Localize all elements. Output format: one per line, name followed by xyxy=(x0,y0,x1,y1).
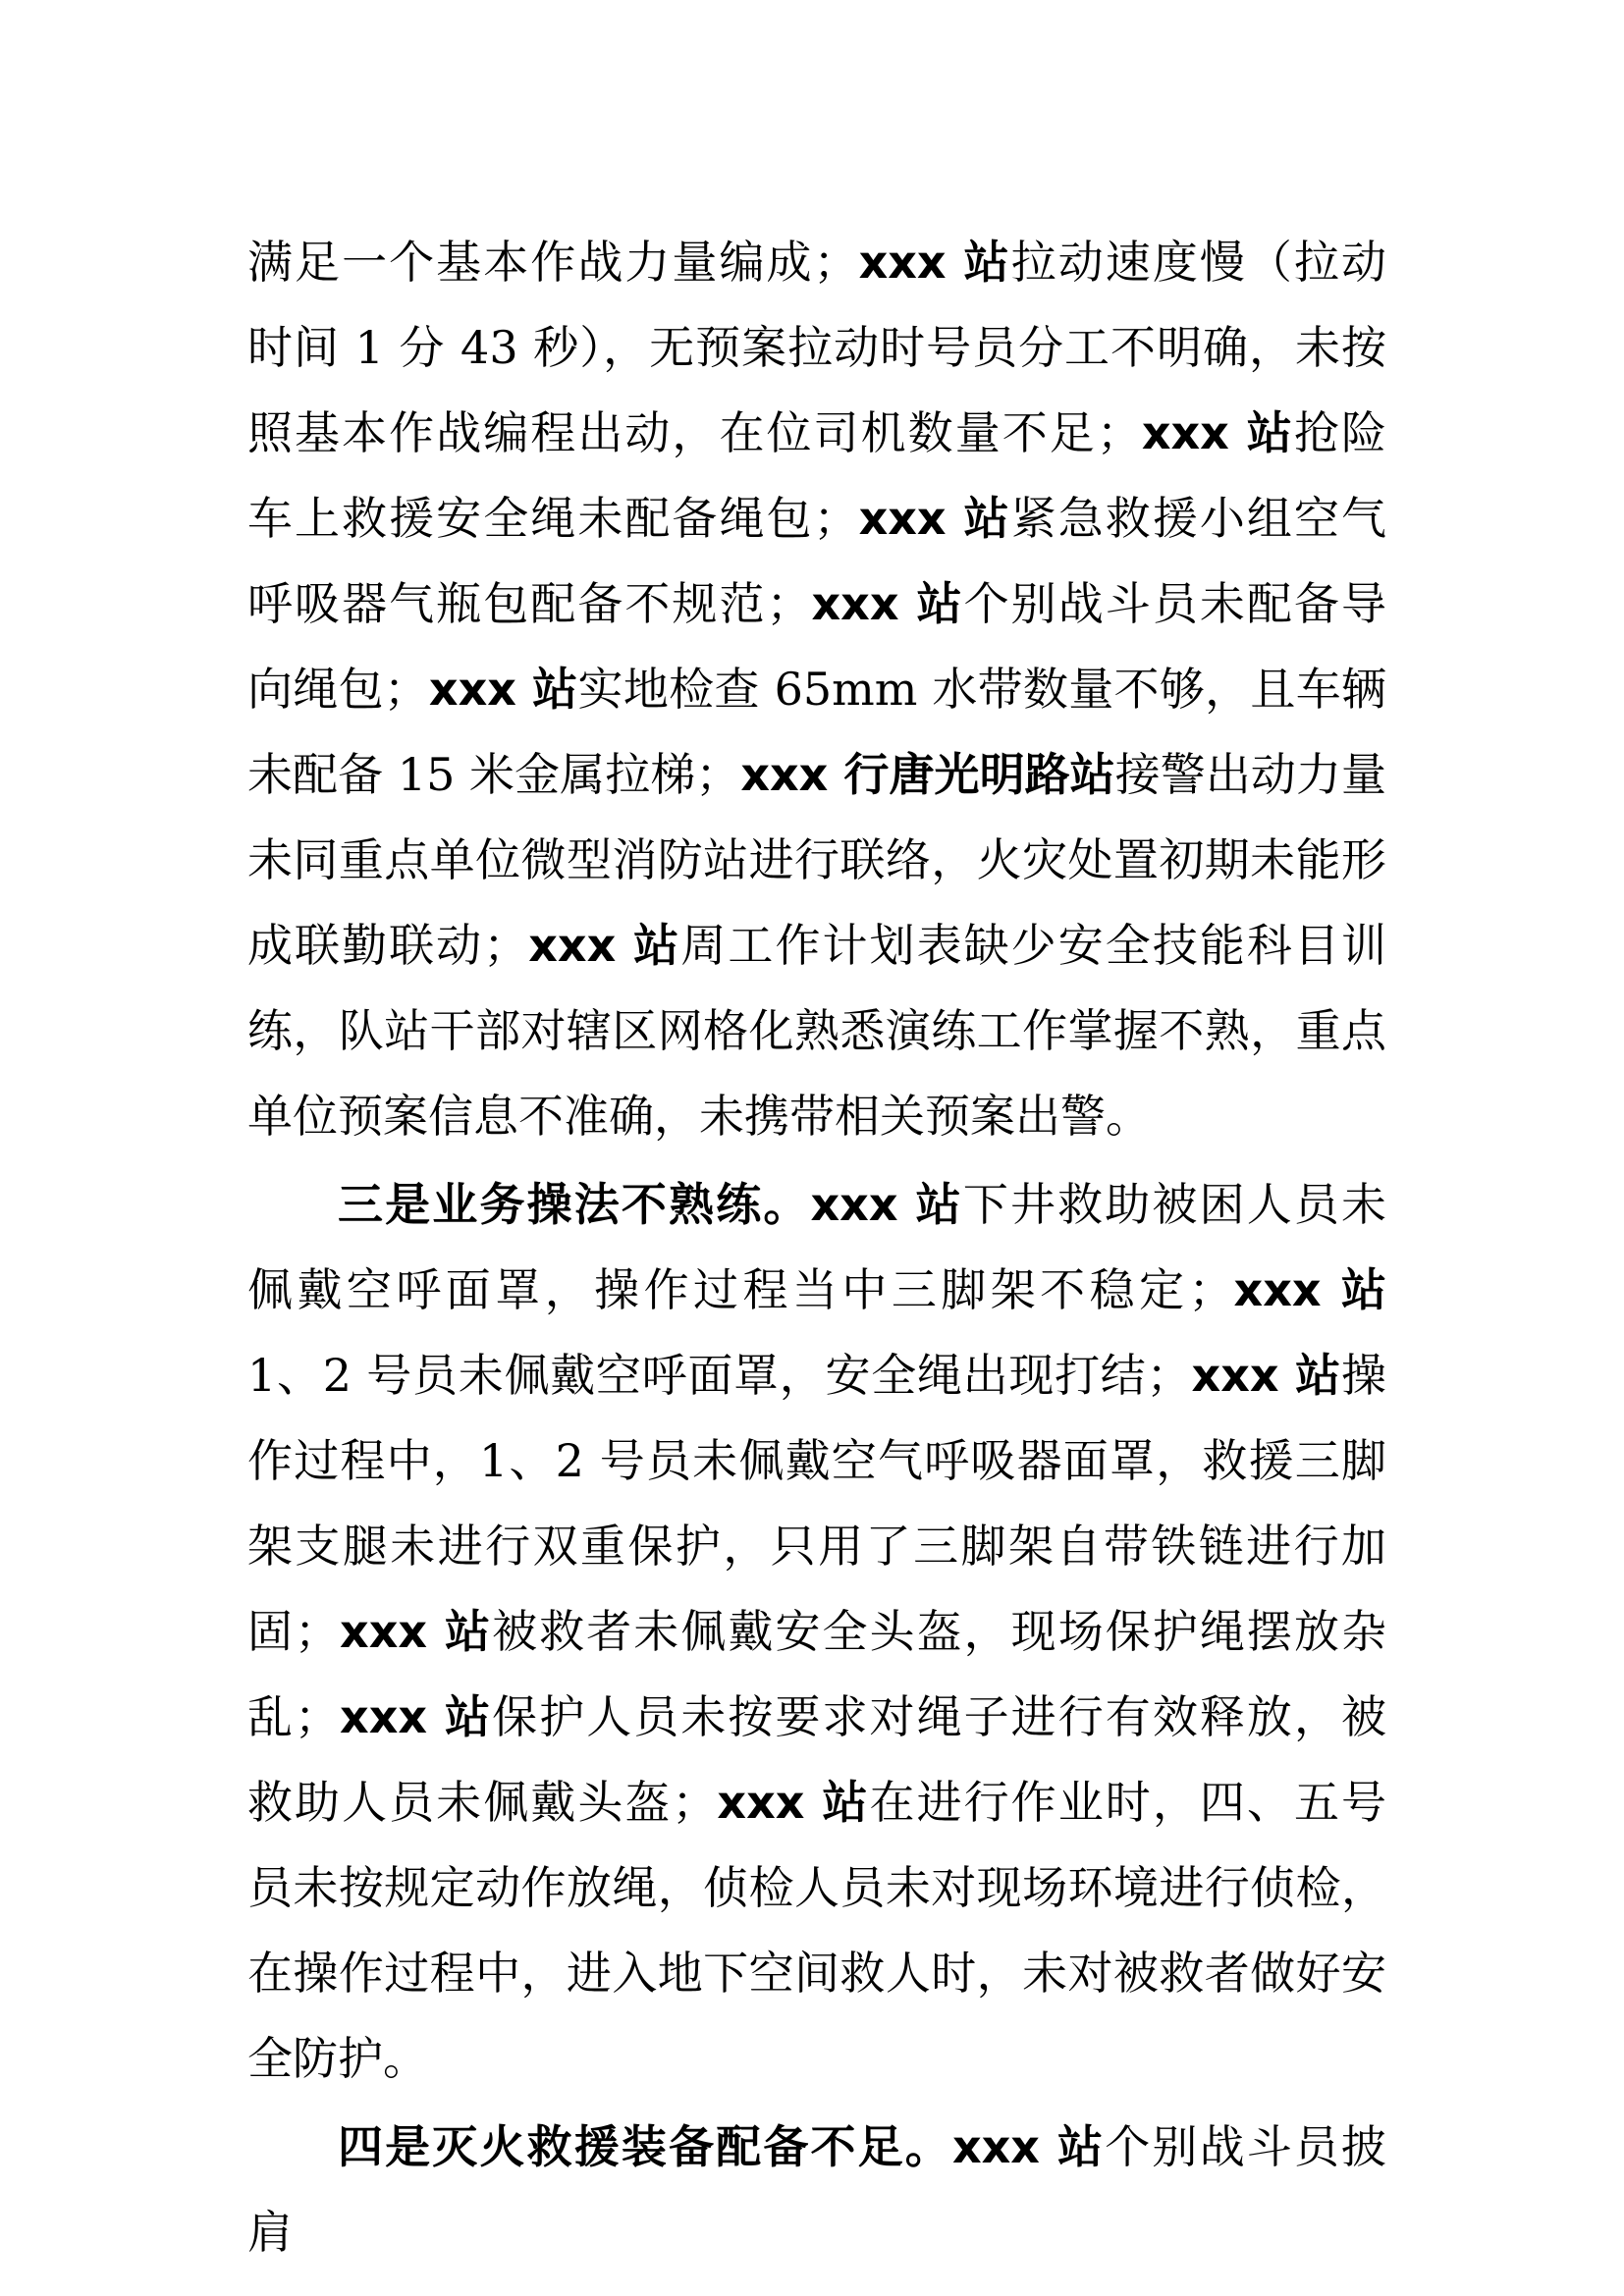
station-name: xxx 站 xyxy=(1141,406,1294,459)
text-run: 保护人员未按要求对绳子进行有效释放，被救助人员未佩戴头盔； xyxy=(247,1690,1387,1829)
station-name: xxx 站 xyxy=(951,2120,1106,2173)
station-name: xxx 站 xyxy=(1233,1263,1387,1316)
document-page xyxy=(247,220,1386,2275)
text-run: 个别战斗员未配备导向绳包； xyxy=(247,577,1387,716)
station-name: xxx 站 xyxy=(1191,1349,1341,1402)
text-run: 操作过程中，1、2 号员未佩戴空气呼吸器面罩，救援三脚架支腿未进行双重保护，只用了三脚架自带铁链进行加固； xyxy=(247,1349,1386,1658)
text-run: 实地检查 65mm 水带数量不够，且车辆未配备 15 米金属拉梯； xyxy=(247,663,1387,801)
station-name: xxx 站 xyxy=(810,1178,963,1231)
text-run: 个别战斗员披肩 xyxy=(247,2120,1387,2259)
text-run: 抢险车上救援安全绳未配备绳包； xyxy=(247,406,1387,545)
paragraph-operation-skills xyxy=(247,1162,1386,2102)
station-name: xxx 站 xyxy=(858,492,1011,545)
paragraph-equipment-issues xyxy=(247,220,1386,1159)
text-run: 拉动速度慢（拉动时间 1 分 43 秒），无预案拉动时号员分工不明确，未按照基本作战编程出动，在位司机数量不足； xyxy=(247,236,1387,459)
station-name: xxx 站 xyxy=(428,663,578,716)
text-run: 被救者未佩戴安全头盔，现场保护绳摆放杂乱； xyxy=(247,1605,1387,1743)
text-run: 在进行作业时，四、五号员未按规定动作放绳，侦检人员未对现场环境进行侦检，在操作过程中，进入地下空间救人时，未对被救者做好安全防护。 xyxy=(247,1776,1387,2085)
paragraph-equipment-shortage xyxy=(247,2105,1386,2275)
section-heading: 四是灭火救援装备配备不足。 xyxy=(338,2120,952,2173)
station-name: xxx 站 xyxy=(811,577,964,630)
text-run: 满足一个基本作战力量编成； xyxy=(247,236,859,289)
text-run: 紧急救援小组空气呼吸器气瓶包配备不规范； xyxy=(247,492,1387,630)
station-name: xxx 站 xyxy=(858,236,1011,289)
station-name: xxx 站 xyxy=(717,1776,870,1829)
text-run: 接警出动力量未同重点单位微型消防站进行联络，火灾处置初期未能形成联勤联动； xyxy=(247,748,1387,972)
station-name: xxx 站 xyxy=(528,919,681,972)
station-name: xxx 行唐光明路站 xyxy=(740,748,1115,801)
text-run: 周工作计划表缺少安全技能科目训练，队站干部对辖区网格化熟悉演练工作掌握不熟，重点单位预案信息不准确，未携带相关预案出警。 xyxy=(247,919,1387,1143)
station-name: xxx 站 xyxy=(340,1690,493,1743)
text-run: 下井救助被困人员未佩戴空呼面罩，操作过程当中三脚架不稳定； xyxy=(247,1178,1386,1316)
text-run: 1、2 号员未佩戴空呼面罩，安全绳出现打结； xyxy=(247,1349,1192,1402)
station-name: xxx 站 xyxy=(340,1605,493,1658)
section-heading: 三是业务操法不熟练。 xyxy=(338,1178,811,1231)
